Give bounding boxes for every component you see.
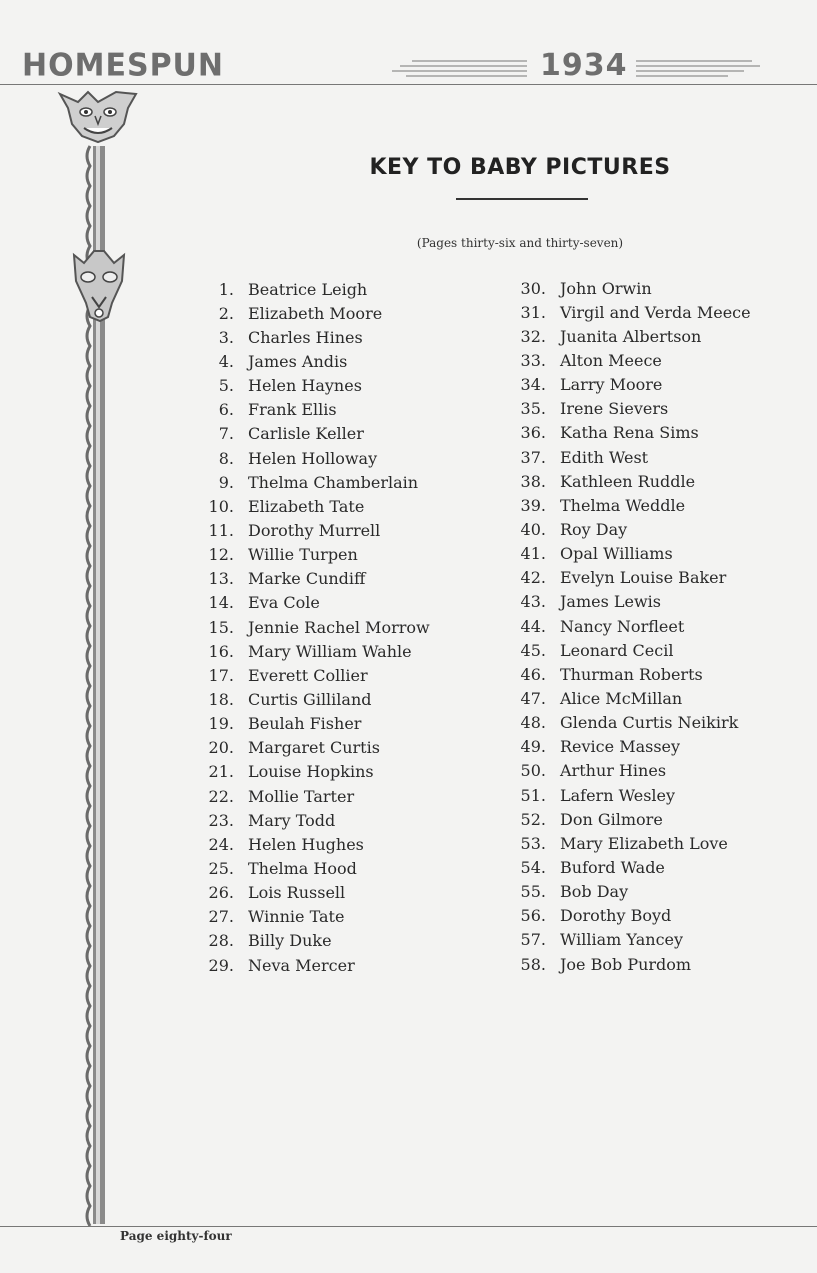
- header-year: 1934: [540, 48, 628, 83]
- item-name: Lafern Wesley: [560, 785, 676, 805]
- item-name: Arthur Hines: [560, 761, 667, 781]
- item-name: Helen Haynes: [248, 376, 362, 396]
- list-item: [190, 591, 430, 615]
- item-number: 40.: [520, 519, 546, 539]
- list-item: [190, 736, 430, 760]
- list-item: [500, 952, 751, 976]
- item-number: 39.: [520, 495, 546, 515]
- item-number: 47.: [520, 688, 546, 708]
- item-number: 26.: [208, 883, 234, 903]
- list-item: [190, 615, 430, 639]
- item-number: 3.: [218, 327, 234, 347]
- item-number: 43.: [520, 592, 546, 612]
- item-number: 54.: [520, 857, 546, 877]
- list-item: [190, 277, 430, 301]
- item-number: 9.: [218, 472, 234, 492]
- item-name: Mary Elizabeth Love: [560, 833, 728, 853]
- list-item: [500, 638, 751, 662]
- item-name: Juanita Albertson: [560, 326, 702, 346]
- list-item: [190, 663, 430, 687]
- item-number: 4.: [218, 351, 234, 371]
- item-name: James Andis: [248, 351, 348, 371]
- list-item: [500, 904, 751, 928]
- list-item: [190, 301, 430, 325]
- item-number: 32.: [520, 326, 546, 346]
- list-item: [190, 712, 430, 736]
- left-column-list: [190, 277, 430, 977]
- list-item: [500, 469, 751, 493]
- item-name: Beatrice Leigh: [248, 279, 368, 299]
- list-item: [190, 374, 430, 398]
- list-item: [500, 276, 751, 300]
- item-name: Everett Collier: [248, 665, 368, 685]
- list-item: [190, 929, 430, 953]
- item-name: Louise Hopkins: [248, 762, 374, 782]
- item-name: Charles Hines: [248, 327, 363, 347]
- list-item: [190, 470, 430, 494]
- item-name: Dorothy Boyd: [560, 906, 672, 926]
- item-name: Frank Ellis: [248, 400, 337, 420]
- list-item: [190, 881, 430, 905]
- item-name: Alice McMillan: [560, 688, 683, 708]
- list-item: [500, 445, 751, 469]
- list-item: [190, 639, 430, 663]
- item-number: 10.: [208, 496, 234, 516]
- list-item: [500, 614, 751, 638]
- list-item: [500, 421, 751, 445]
- header-decorative-lines-right: [632, 55, 762, 81]
- totem-border-decoration: [50, 86, 150, 1226]
- item-name: Beulah Fisher: [248, 714, 362, 734]
- header-decorative-lines-left: [392, 55, 532, 81]
- item-name: Alton Meece: [560, 350, 662, 370]
- item-number: 20.: [208, 738, 234, 758]
- item-name: Joe Bob Purdom: [560, 954, 692, 974]
- item-number: 17.: [208, 665, 234, 685]
- list-item: [190, 349, 430, 373]
- list-item: [500, 686, 751, 710]
- item-number: 24.: [208, 834, 234, 854]
- item-name: James Lewis: [560, 592, 662, 612]
- item-number: 15.: [208, 617, 234, 637]
- item-number: 23.: [208, 810, 234, 830]
- item-number: 37.: [520, 447, 546, 467]
- item-number: 53.: [520, 833, 546, 853]
- item-number: 27.: [208, 907, 234, 927]
- item-number: 19.: [208, 714, 234, 734]
- item-number: 57.: [520, 930, 546, 950]
- item-name: Neva Mercer: [248, 955, 355, 975]
- item-number: 1.: [218, 279, 234, 299]
- list-item: [500, 831, 751, 855]
- list-item: [500, 662, 751, 686]
- list-item: [500, 735, 751, 759]
- item-name: Elizabeth Tate: [248, 496, 365, 516]
- item-number: 18.: [208, 689, 234, 709]
- item-name: Thelma Chamberlain: [248, 472, 419, 492]
- item-number: 14.: [208, 593, 234, 613]
- list-item: [190, 832, 430, 856]
- item-number: 29.: [208, 955, 234, 975]
- list-item: [190, 518, 430, 542]
- item-name: Buford Wade: [560, 857, 665, 877]
- item-number: 36.: [520, 423, 546, 443]
- item-number: 33.: [520, 350, 546, 370]
- list-item: [190, 422, 430, 446]
- item-number: 34.: [520, 375, 546, 395]
- item-number: 55.: [520, 882, 546, 902]
- list-item: [190, 760, 430, 784]
- list-item: [190, 398, 430, 422]
- item-name: Carlisle Keller: [248, 424, 364, 444]
- item-name: Mary William Wahle: [248, 641, 412, 661]
- list-item: [500, 373, 751, 397]
- item-number: 28.: [208, 931, 234, 951]
- item-name: John Orwin: [560, 278, 652, 298]
- list-item: [500, 928, 751, 952]
- list-item: [500, 348, 751, 372]
- item-name: Marke Cundiff: [248, 569, 366, 589]
- list-item: [500, 855, 751, 879]
- item-number: 31.: [520, 302, 546, 322]
- list-item: [190, 494, 430, 518]
- list-item: [500, 590, 751, 614]
- list-item: [190, 543, 430, 567]
- right-column-list: [500, 276, 751, 976]
- item-name: Don Gilmore: [560, 809, 663, 829]
- title-underline: [456, 198, 588, 200]
- item-name: Bob Day: [560, 882, 629, 902]
- item-name: Billy Duke: [248, 931, 332, 951]
- subtitle: (Pages thirty-six and thirty-seven): [416, 236, 624, 250]
- list-item: [500, 397, 751, 421]
- item-name: Mary Todd: [248, 810, 336, 830]
- page-title: KEY TO BABY PICTURES: [369, 155, 671, 180]
- list-item: [500, 711, 751, 735]
- item-number: 16.: [208, 641, 234, 661]
- header-title: HOMESPUN: [22, 47, 225, 84]
- list-item: [500, 807, 751, 831]
- item-number: 5.: [218, 376, 234, 396]
- item-name: Nancy Norfleet: [560, 616, 685, 636]
- list-item: [500, 880, 751, 904]
- item-name: Kathleen Ruddle: [560, 471, 696, 491]
- item-name: Glenda Curtis Neikirk: [560, 713, 739, 733]
- list-item: [190, 567, 430, 591]
- item-name: Eva Cole: [248, 593, 320, 613]
- item-name: Thurman Roberts: [560, 664, 703, 684]
- item-name: Evelyn Louise Baker: [560, 568, 727, 588]
- list-item: [500, 759, 751, 783]
- item-name: Katha Rena Sims: [560, 423, 699, 443]
- list-item: [190, 687, 430, 711]
- item-name: Leonard Cecil: [560, 640, 674, 660]
- item-name: Thelma Weddle: [560, 495, 686, 515]
- item-name: Roy Day: [560, 519, 628, 539]
- item-name: Elizabeth Moore: [248, 303, 383, 323]
- list-item: [500, 493, 751, 517]
- list-item: [190, 784, 430, 808]
- list-item: [500, 300, 751, 324]
- item-name: Margaret Curtis: [248, 738, 380, 758]
- item-name: Larry Moore: [560, 375, 663, 395]
- list-item: [190, 325, 430, 349]
- footer-rule: [0, 1226, 817, 1227]
- item-number: 13.: [208, 569, 234, 589]
- item-name: Thelma Hood: [248, 858, 357, 878]
- item-name: Virgil and Verda Meece: [560, 302, 751, 322]
- item-number: 50.: [520, 761, 546, 781]
- item-number: 56.: [520, 906, 546, 926]
- item-name: Dorothy Murrell: [248, 520, 381, 540]
- item-number: 58.: [520, 954, 546, 974]
- item-number: 35.: [520, 399, 546, 419]
- item-number: 49.: [520, 737, 546, 757]
- item-name: Lois Russell: [248, 883, 346, 903]
- item-name: Curtis Gilliland: [248, 689, 372, 709]
- item-number: 51.: [520, 785, 546, 805]
- item-number: 52.: [520, 809, 546, 829]
- item-number: 6.: [218, 400, 234, 420]
- list-item: [500, 517, 751, 541]
- item-number: 30.: [520, 278, 546, 298]
- page-footer: Page eighty-four: [120, 1229, 232, 1243]
- item-number: 11.: [208, 520, 234, 540]
- item-number: 46.: [520, 664, 546, 684]
- item-name: Revice Massey: [560, 737, 681, 757]
- item-number: 44.: [520, 616, 546, 636]
- item-number: 12.: [208, 545, 234, 565]
- item-name: Helen Holloway: [248, 448, 378, 468]
- item-name: Winnie Tate: [248, 907, 345, 927]
- item-name: Mollie Tarter: [248, 786, 355, 806]
- list-item: [190, 446, 430, 470]
- item-number: 48.: [520, 713, 546, 733]
- item-name: Edith West: [560, 447, 649, 467]
- item-name: William Yancey: [560, 930, 684, 950]
- item-name: Helen Hughes: [248, 834, 364, 854]
- item-number: 7.: [218, 424, 234, 444]
- list-item: [500, 542, 751, 566]
- item-number: 8.: [218, 448, 234, 468]
- list-item: [190, 808, 430, 832]
- item-name: Willie Turpen: [248, 545, 358, 565]
- item-number: 45.: [520, 640, 546, 660]
- item-number: 38.: [520, 471, 546, 491]
- list-item: [190, 905, 430, 929]
- item-number: 2.: [218, 303, 234, 323]
- list-item: [500, 324, 751, 348]
- list-item: [190, 953, 430, 977]
- item-number: 22.: [208, 786, 234, 806]
- item-number: 42.: [520, 568, 546, 588]
- item-name: Opal Williams: [560, 544, 673, 564]
- item-number: 25.: [208, 858, 234, 878]
- list-item: [500, 783, 751, 807]
- header-rule: [0, 84, 817, 85]
- item-number: 41.: [520, 544, 546, 564]
- list-item: [190, 856, 430, 880]
- item-name: Jennie Rachel Morrow: [248, 617, 430, 637]
- item-number: 21.: [208, 762, 234, 782]
- list-item: [500, 566, 751, 590]
- item-name: Irene Sievers: [560, 399, 669, 419]
